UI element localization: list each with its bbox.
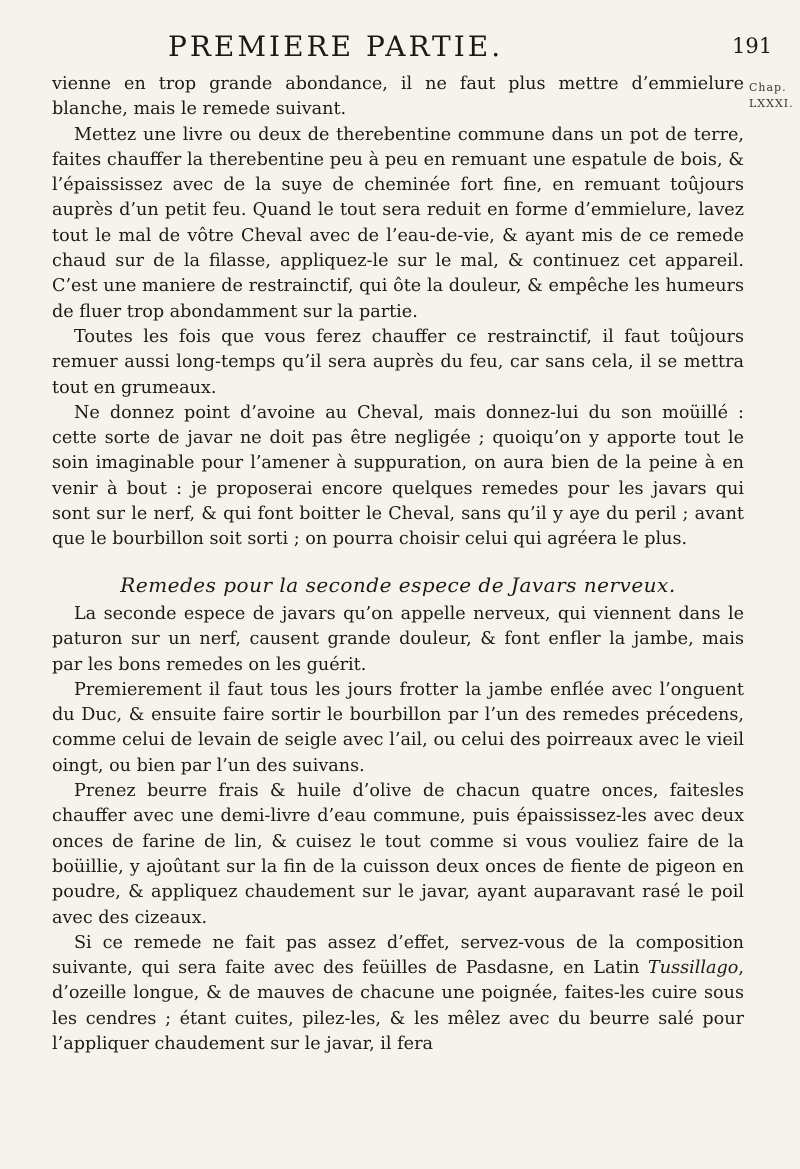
- section-heading: Remedes pour la seconde espece de Javars nerveux.: [120, 572, 676, 597]
- paragraph: Ne donnez point d’avoine au Cheval, mais donnez-lui du son moüillé : cette sorte de javar ne doit pas être negligée ; quoiqu’on y apporte tout le soin imaginable pour l’amener à suppuration, on aura bien de la peine à en venir à bout : je proposerai encore quelques remedes pour les javars qui sont sur le nerf, & qui font boitter le Cheval, sans qu’il y aye du peril ; avant que le bourbillon soit sorti ; on pourra choisir celui qui agréera le plus.: [52, 402, 744, 550]
- paragraph: Mettez une livre ou deux de therebentine commune dans un pot de terre, faites chauffer la therebentine peu à peu en remuant une espatule de bois, & l’épaississez avec de la suye de cheminée fort fine, en remuant toûjours auprès d’un petit feu. Quand le tout sera reduit en forme d’emmielure, lavez tout le mal de vôtre Cheval avec de l’eau-de-vie, & ayant mis de ce remede chaud sur de la filasse, appliquez-le sur le mal, & continuez cet appareil. C’est une maniere de restrainctif, qui ôte la douleur, & empêche les humeurs de fluer trop abondamment sur la partie.: [52, 124, 744, 322]
- chapter-margin-note: [749, 80, 799, 112]
- paragraph: vienne en trop grande abondance, il ne faut plus mettre d’emmielure blanche, mais le remede suivant.: [52, 74, 744, 120]
- margin-note-line: LXXXI.: [749, 97, 794, 110]
- paragraph-text: Si ce remede ne fait pas assez d’effet, servez-vous de la composition suivante, qui sera faite avec des feüilles de Pasdasne, en Latin: [52, 932, 744, 979]
- latin-term: Tussillago: [648, 958, 739, 979]
- margin-note-line: Chap.: [749, 81, 787, 94]
- body-text: [52, 72, 744, 1057]
- paragraph: Premierement il faut tous les jours frotter la jambe enflée avec l’onguent du Duc, & ensuite faire sortir le bourbillon par l’un des remedes précedens, comme celui de levain de seigle avec l’ail, ou celui des poirreaux avec le vieil oingt, ou bien par l’un des suivans.: [52, 679, 744, 776]
- paragraph: Toutes les fois que vous ferez chauffer ce restrainctif, il faut toûjours remuer aussi long-temps qu’il sera auprès du feu, car sans cela, il se mettra tout en grumeaux.: [52, 326, 744, 398]
- paragraph: Prenez beurre frais & huile d’olive de chacun quatre onces, faitesles chauffer avec une demi-livre d’eau commune, puis épaississez-les avec deux onces de farine de lin, & cuisez le tout comme si vous vouliez faire de la boüillie, y ajoûtant sur la fin de la cuisson deux onces de fiente de pigeon en poudre, & appliquez chaudement sur le javar, ayant auparavant rasé le poil avec des cizeaux.: [52, 781, 744, 928]
- paragraph: La seconde espece de javars qu’on appelle nerveux, qui viennent dans le paturon sur un nerf, causent grande douleur, & font enfler la jambe, mais par les bons remedes on les guérit.: [52, 603, 744, 675]
- page-number: 191: [732, 34, 773, 58]
- running-title: PREMIERE PARTIE.: [168, 30, 504, 63]
- page-header: [0, 30, 800, 64]
- paragraph: [52, 931, 744, 1057]
- paragraph-text: , d’ozeille longue, & de mauves de chacune une poignée, faites-les cuire sous les cendres ; étant cuites, pilez-les, & les mêlez avec du beurre salé pour l’appliquer chaudement sur le javar, il fera: [52, 958, 744, 1054]
